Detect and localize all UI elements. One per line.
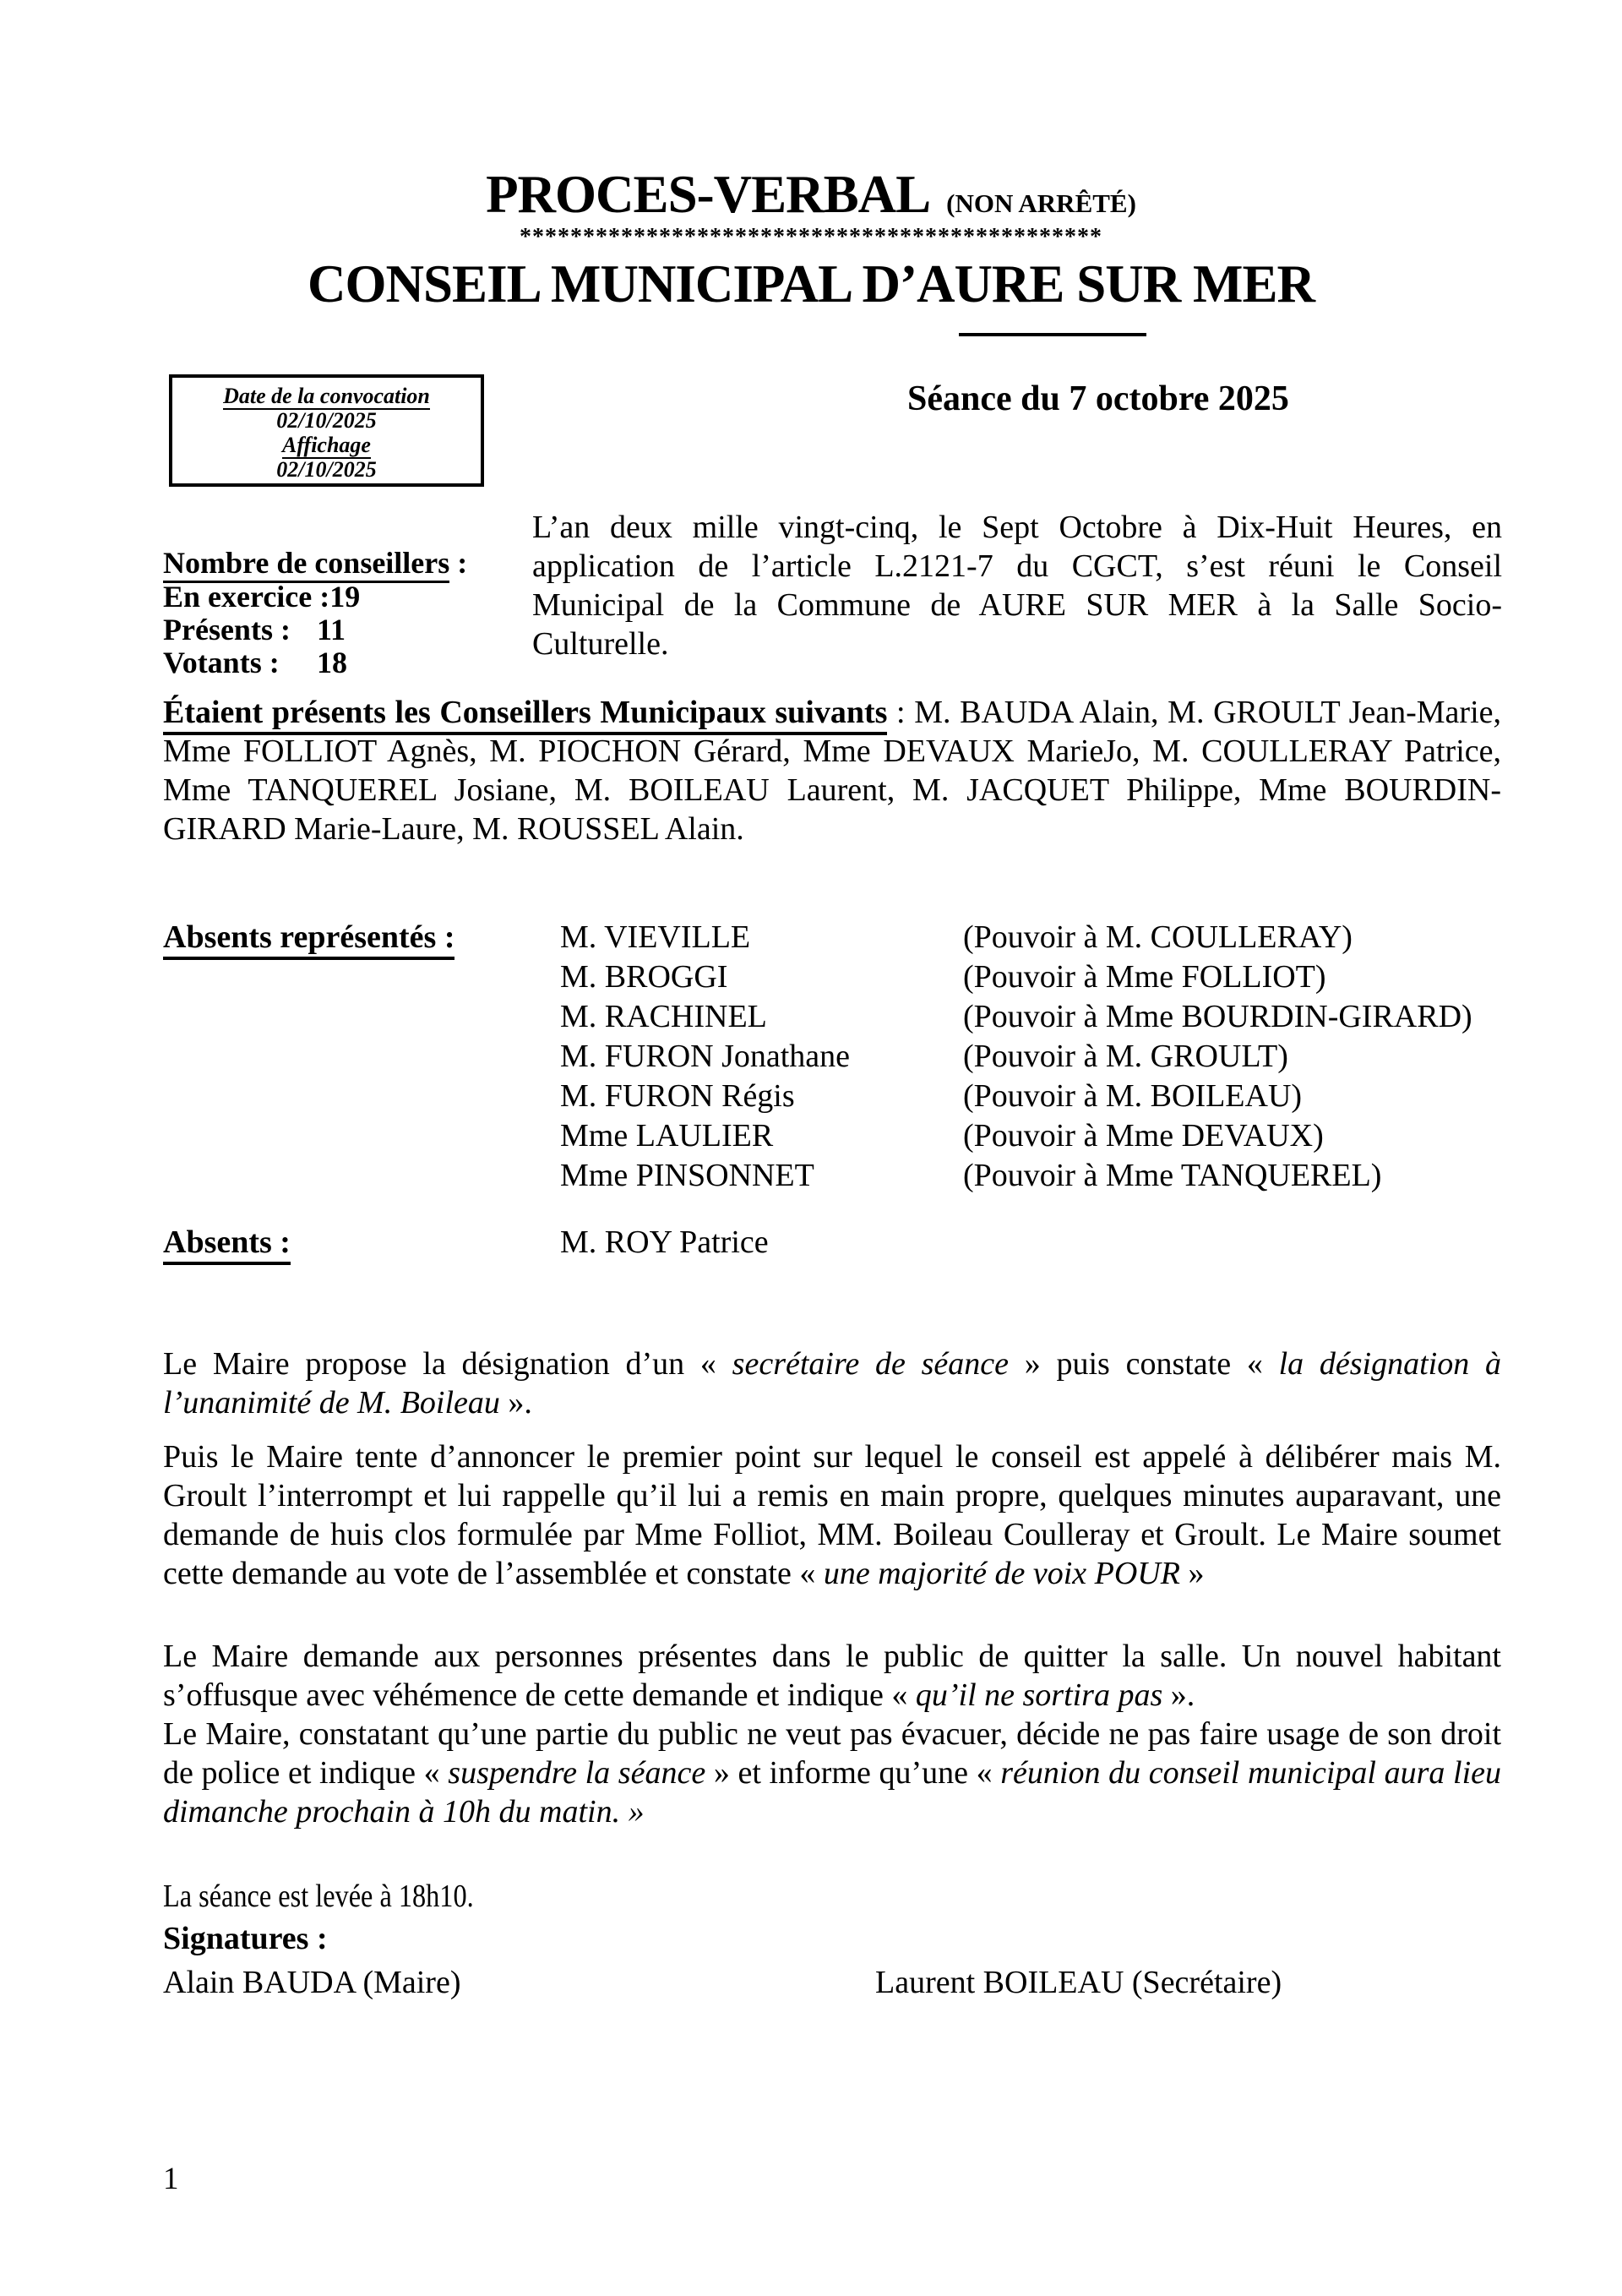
- stars-divider: **********************************************: [520, 224, 1102, 250]
- presents-names: : M. BAUDA Alain, M. GROULT Jean-Marie, Mme FOLLIOT Agnès, M. PIOCHON Gérard, Mme DEVAUX MarieJo, M. COULLERAY Patrice, Mme TANQUEREL Josiane, M. BOILEAU Laurent, M. JACQUET Philippe, Mme BOURDIN-GIRARD Marie-Laure, M. ROUSSEL Alain.: [163, 695, 1502, 847]
- list-item: M. BROGGI (Pouvoir à Mme FOLLIOT): [560, 959, 1326, 995]
- absents-representes-heading: Absents représentés :: [163, 918, 454, 957]
- absents-representes-list: [560, 918, 1506, 1196]
- list-item: M. VIEVILLE (Pouvoir à M. COULLERAY): [560, 919, 1353, 955]
- counter-row-en-exercice: En exercice :19: [163, 580, 361, 614]
- counter-value: 11: [317, 613, 346, 646]
- counter-value: 18: [317, 646, 347, 679]
- signatures-heading: Signatures :: [163, 1921, 328, 1956]
- affichage-label: Affichage: [282, 433, 371, 457]
- document-title-annotation: (NON ARRÊTÉ): [946, 188, 1136, 218]
- list-item: Mme PINSONNET (Pouvoir à Mme TANQUEREL): [560, 1158, 1382, 1193]
- affichage-date-value: 02/10/2025: [276, 457, 377, 482]
- counter-value: 19: [329, 580, 361, 614]
- list-item: M. RACHINEL (Pouvoir à Mme BOURDIN-GIRARD): [560, 999, 1472, 1034]
- paragraph-suspension: [163, 1637, 1501, 1831]
- presents-paragraph: [163, 693, 1501, 848]
- absents-heading: Absents :: [163, 1223, 291, 1262]
- counter-row-votants: Votants : 18: [163, 646, 347, 679]
- intro-paragraph: L’an deux mille vingt-cinq, le Sept Octobre à Dix-Huit Heures, en application de l’article L.2121-7 du CGCT, s’est réuni le Conseil Municipal de la Commune de AURE SUR MER à la Salle Socio-Culturelle.: [532, 510, 1502, 662]
- list-item: Mme LAULIER (Pouvoir à Mme DEVAUX): [560, 1118, 1324, 1153]
- horizontal-rule: [959, 333, 1146, 336]
- paragraph-police: Le Maire, constatant qu’une partie du public ne veut pas évacuer, décide ne pas faire usage de son droit de police et indique « suspendre la séance » et informe qu’une « réunion du conseil municipal aura lieu dimanche prochain à 10h du matin. »: [163, 1716, 1501, 1830]
- document-subtitle: CONSEIL MUNICIPAL D’AURE SUR MER: [308, 254, 1314, 314]
- counter-row-presents: Présents : 11: [163, 613, 346, 646]
- document-title: PROCES-VERBAL: [486, 165, 928, 224]
- counters-block: [163, 546, 467, 679]
- session-title: Séance du 7 octobre 2025: [907, 379, 1289, 418]
- paragraph-secretaire: Le Maire propose la désignation d’un « secrétaire de séance » puis constate « la désignation à l’unanimité de M. Boileau ».: [163, 1346, 1501, 1421]
- paragraph-public: Le Maire demande aux personnes présentes dans le public de quitter la salle. Un nouvel habitant s’offusque avec véhémence de cette demande et indique « qu’il ne sortira pas ».: [163, 1639, 1501, 1713]
- presents-heading: Étaient présents les Conseillers Municipaux suivants: [163, 695, 887, 735]
- convocation-date-value: 02/10/2025: [276, 408, 377, 433]
- counters-heading: Nombre de conseillers :: [163, 546, 467, 580]
- signature-secretaire: Laurent BOILEAU (Secrétaire): [875, 1965, 1282, 2000]
- list-item: M. FURON Régis (Pouvoir à M. BOILEAU): [560, 1078, 1303, 1114]
- paragraph-huis-clos: Puis le Maire tente d’annoncer le premier point sur lequel le conseil est appelé à délibérer mais M. Groult l’interrompt et lui rappelle qu’il lui a remis en main propre, quelques minutes auparavant, une demande de huis clos formulée par Mme Folliot, MM. Boileau Coulleray et Groult. Le Maire soumet cette demande au vote de l’assemblée et constate « une majorité de voix POUR »: [163, 1439, 1501, 1591]
- absents-name: M. ROY Patrice: [560, 1224, 769, 1260]
- signature-maire: Alain BAUDA (Maire): [163, 1965, 461, 2000]
- page-number: 1: [163, 2162, 179, 2196]
- convocation-date-label: Date de la convocation: [223, 384, 430, 408]
- closing-statement: La séance est levée à 18h10.: [163, 1879, 474, 1914]
- list-item: M. FURON Jonathane (Pouvoir à M. GROULT): [560, 1039, 1288, 1074]
- convocation-box: [169, 374, 484, 487]
